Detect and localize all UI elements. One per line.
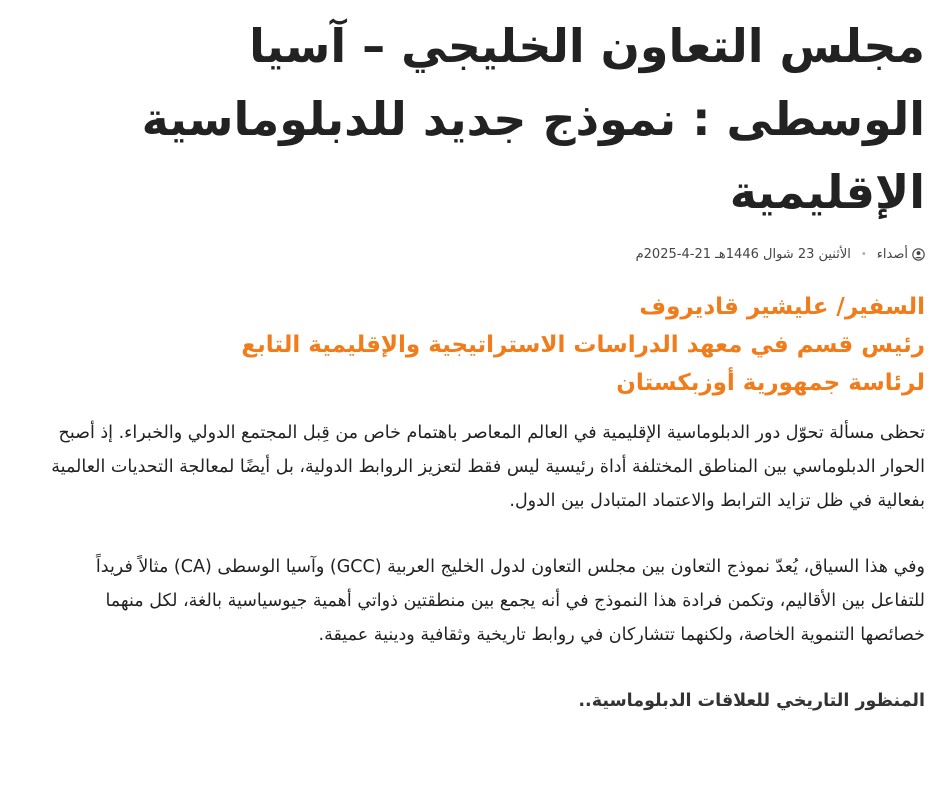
- meta-separator: •: [860, 249, 867, 260]
- paragraph-1: تحظى مسألة تحوّل دور الدبلوماسية الإقليمية في العالم المعاصر باهتمام خاص من قِبل المجتمع الدولي والخبراء. إذ أصبح الحوار الدبلوماسي بين المناطق المختلفة أداة رئيسية ليس فقط لتعزيز الروابط الدولية، بل أيضًا لمعالجة التحديات العالمية بفعالية في ظل تزايد الترابط والاعتماد المتبادل بين الدول.: [51, 423, 925, 511]
- author-name: أصداء: [876, 247, 908, 262]
- byline-line-3: لرئاسة جمهورية أوزبكستان: [616, 370, 925, 396]
- user-icon: [912, 248, 925, 261]
- publish-date: الأثنين 23 شوال 1446هـ 21-4-2025م: [635, 247, 851, 262]
- byline-line-2: رئيس قسم في معهد الدراسات الاستراتيجية والإقليمية التابع: [241, 332, 925, 358]
- author-byline: [50, 288, 925, 402]
- byline-line-1: السفير/ عليشير قاديروف: [639, 294, 925, 320]
- title-line-3: الإقليمية: [729, 165, 925, 219]
- section-subheading: المنظور التاريخي للعلاقات الدبلوماسية..: [578, 691, 925, 711]
- title-line-1: مجلس التعاون الخليجي – آسيا: [249, 19, 925, 73]
- article-title: [50, 10, 925, 229]
- title-line-2: الوسطى : نموذج جديد للدبلوماسية: [141, 92, 925, 146]
- paragraph-2: وفي هذا السياق، يُعدّ نموذج التعاون بين مجلس التعاون لدول الخليج العربية (GCC) وآسيا الوسطى (CA) مثالاً فريداً للتفاعل بين الأقاليم، وتكمن فرادة هذا النموذج في أنه يجمع بين منطقتين ذواتي أهمية جيوسياسية بالغة، لكل منهما خصائصها التنموية الخاصة، ولكنهما تتشاركان في روابط تاريخية وثقافية ودينية عميقة.: [95, 557, 925, 645]
- article-meta: [50, 247, 925, 262]
- author-link[interactable]: [877, 247, 925, 262]
